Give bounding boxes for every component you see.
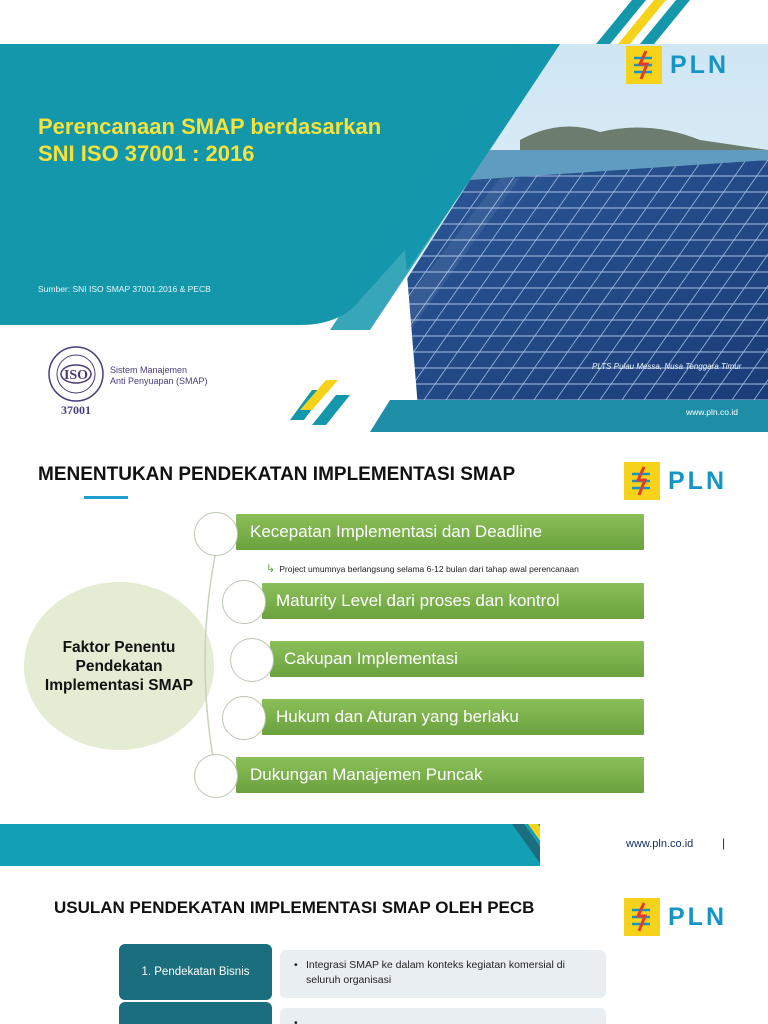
source-note: Sumber: SNI ISO SMAP 37001:2016 & PECB <box>38 284 211 294</box>
iso-description <box>110 365 208 387</box>
slide-title-line2: SNI ISO 37001 : 2016 <box>38 141 255 166</box>
factor-circle-label: Faktor Penentu Pendekatan Implementasi SMAP <box>44 638 194 694</box>
pln-logo <box>624 462 727 500</box>
factor-bar-3 <box>270 641 644 677</box>
approach-factors-slide <box>0 432 768 866</box>
slide-title <box>38 113 468 167</box>
factor-node-4 <box>222 696 266 740</box>
factor-label-1: Kecepatan Implementasi dan Deadline <box>250 522 543 541</box>
title-underline <box>84 496 128 499</box>
subnote-arrow-icon: ↳ <box>266 563 276 575</box>
factor-bar-2 <box>262 583 644 619</box>
iso-badge-number: 37001 <box>61 403 91 416</box>
approach-description-1 <box>280 950 606 998</box>
iso-badge-label: ISO <box>63 368 89 383</box>
pln-logo <box>626 46 729 84</box>
approach-label-1: 1. Pendekatan Bisnis <box>141 966 250 978</box>
photo-caption: PLTS Pulau Messa, Nusa Tenggara Timur <box>592 362 742 371</box>
pecb-approach-slide <box>0 866 768 1024</box>
factor-bar-4 <box>262 699 644 735</box>
approach-item-business <box>119 944 272 1000</box>
slide-title-line1: Perencanaan SMAP berdasarkan <box>38 114 382 139</box>
iso-description-line1: Sistem Manajemen <box>110 365 188 375</box>
pln-logo-text: PLN <box>670 50 729 79</box>
footer-url[interactable]: www.pln.co.id <box>626 838 694 850</box>
factor-subnote <box>266 562 579 575</box>
factor-node-3 <box>230 638 274 682</box>
title-slide <box>0 0 768 432</box>
pln-lightning-icon <box>626 46 662 84</box>
factor-subnote-text: Project umumnya berlangsung selama 6-12 bulan dari tahap awal perencanaan <box>279 563 579 574</box>
slide-title: MENENTUKAN PENDEKATAN IMPLEMENTASI SMAP <box>38 464 516 485</box>
factor-label-3: Cakupan Implementasi <box>284 649 458 668</box>
factor-bar-5 <box>236 757 644 793</box>
approach-desc-text-1: Integrasi SMAP ke dalam konteks kegiatan komersial di seluruh organisasi <box>306 959 565 986</box>
iso-description-line2: Anti Penyuapan (SMAP) <box>110 376 208 386</box>
approach-description-2 <box>280 1008 606 1024</box>
slide-title: USULAN PENDEKATAN IMPLEMENTASI SMAP OLEH PECB <box>54 898 535 917</box>
pln-logo-text: PLN <box>668 902 727 931</box>
factor-node-2 <box>222 580 266 624</box>
iso-37001-badge-icon <box>44 344 108 416</box>
factor-node-1 <box>194 512 238 556</box>
website-url[interactable]: www.pln.co.id <box>686 407 738 417</box>
factor-label-2: Maturity Level dari proses dan kontrol <box>276 591 560 610</box>
pln-lightning-icon <box>624 898 660 936</box>
factor-node-5 <box>194 754 238 798</box>
pln-logo <box>624 898 727 936</box>
approach-item-2 <box>119 1002 272 1024</box>
factor-label-4: Hukum dan Aturan yang berlaku <box>276 707 519 726</box>
footer-separator: | <box>722 836 726 850</box>
pln-logo-text: PLN <box>668 466 727 495</box>
factor-label-5: Dukungan Manajemen Puncak <box>250 765 483 784</box>
factor-bar-1 <box>236 514 644 550</box>
pln-lightning-icon <box>624 462 660 500</box>
